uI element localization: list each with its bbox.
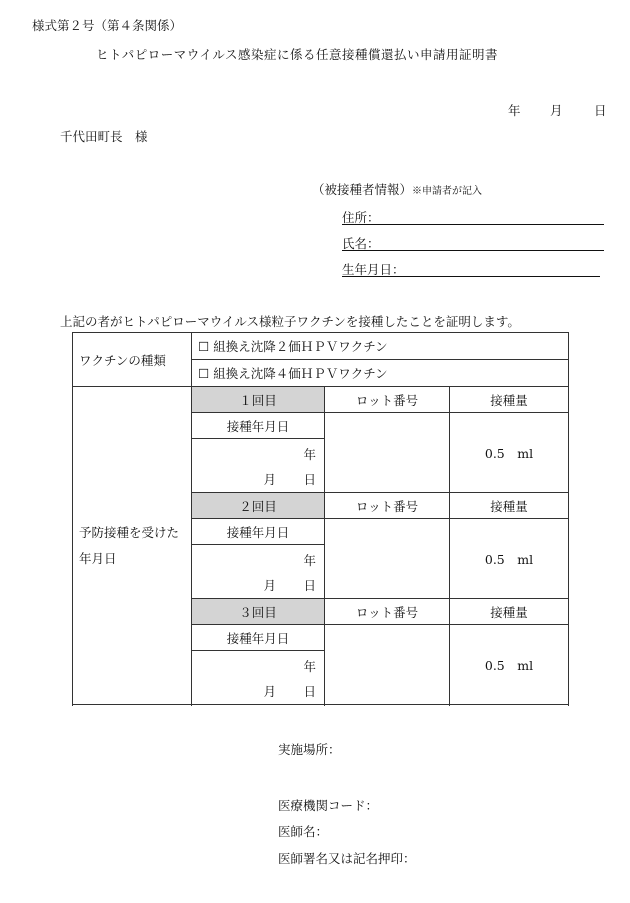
dose-amount-value: 0.5 ml	[450, 519, 569, 599]
dose-round-3: ３回目	[192, 599, 325, 625]
date-month-unit: 月	[263, 472, 276, 487]
vaccine-option-label: 組換え沈降４価ＨＰＶワクチン	[213, 366, 388, 381]
institution-code-label: 医療機関コード：	[278, 798, 379, 813]
vaccine-option-2valent[interactable]	[192, 333, 569, 360]
dose-round-1: １回目	[192, 387, 325, 413]
birthdate-label: 生年月日：	[342, 262, 405, 277]
vaccination-date-label: 予防接種を受けた年月日	[73, 387, 192, 705]
name-label: 氏名：	[342, 236, 380, 251]
birthdate-field[interactable]	[342, 260, 600, 277]
site-field[interactable]	[278, 740, 341, 758]
dose-round-2: ２回目	[192, 493, 325, 519]
vaccination-date-header: 接種年月日	[192, 413, 325, 439]
dose-amount-header: 接種量	[450, 599, 569, 625]
date-year-label: 年	[508, 103, 521, 118]
vaccination-date-entry[interactable]	[192, 651, 325, 705]
certification-statement: 上記の者がヒトパピローマウイルス様粒子ワクチンを接種したことを証明します。	[60, 314, 520, 329]
vaccine-type-label: ワクチンの種類	[73, 333, 192, 387]
address-label: 住所：	[342, 210, 380, 225]
date-day-unit: 日	[303, 578, 316, 593]
date-day-label: 日	[594, 103, 607, 118]
name-field[interactable]	[342, 234, 604, 251]
dose-amount-value: 0.5 ml	[450, 413, 569, 493]
signature-label: 医師署名又は記名押印：	[278, 851, 416, 866]
signature-field[interactable]	[278, 849, 416, 867]
recipient-info-heading: （被接種者情報）	[312, 182, 413, 197]
lot-number-cell[interactable]	[325, 519, 450, 599]
dose-amount-header: 接種量	[450, 387, 569, 413]
form-number: 様式第２号（第４条関係）	[32, 18, 183, 33]
recipient-info-section	[312, 180, 482, 198]
lot-number-header: ロット番号	[325, 599, 450, 625]
date-day-unit: 日	[303, 472, 316, 487]
addressee: 千代田町長 様	[60, 129, 148, 144]
lot-number-cell[interactable]	[325, 625, 450, 705]
lot-number-header: ロット番号	[325, 387, 450, 413]
lot-number-cell[interactable]	[325, 413, 450, 493]
checkbox-icon[interactable]: ☐	[198, 339, 210, 354]
dose-amount-header: 接種量	[450, 493, 569, 519]
recipient-info-note: ※申請者が記入	[412, 186, 483, 197]
date-year-unit: 年	[303, 553, 316, 568]
vaccination-date-header: 接種年月日	[192, 519, 325, 545]
date-month-unit: 月	[263, 578, 276, 593]
document-title: ヒトパピローマウイルス感染症に係る任意接種償還払い申請用証明書	[96, 47, 499, 62]
vaccination-date-entry[interactable]	[192, 439, 325, 493]
date-month-label: 月	[550, 103, 563, 118]
date-day-unit: 日	[303, 684, 316, 699]
vaccination-table	[72, 332, 569, 705]
vaccination-date-entry[interactable]	[192, 545, 325, 599]
date-year-unit: 年	[303, 447, 316, 462]
lot-number-header: ロット番号	[325, 493, 450, 519]
vaccine-option-4valent[interactable]	[192, 360, 569, 387]
institution-code-field[interactable]	[278, 796, 378, 814]
date-month-unit: 月	[263, 684, 276, 699]
checkbox-icon[interactable]: ☐	[198, 366, 210, 381]
doctor-name-label: 医師名：	[278, 824, 329, 839]
date-year-unit: 年	[303, 659, 316, 674]
doctor-name-field[interactable]	[278, 822, 328, 840]
address-field[interactable]	[342, 208, 604, 225]
dose-amount-value: 0.5 ml	[450, 625, 569, 705]
vaccination-date-header: 接種年月日	[192, 625, 325, 651]
vaccine-option-label: 組換え沈降２価ＨＰＶワクチン	[213, 339, 388, 354]
site-label: 実施場所：	[278, 742, 341, 757]
